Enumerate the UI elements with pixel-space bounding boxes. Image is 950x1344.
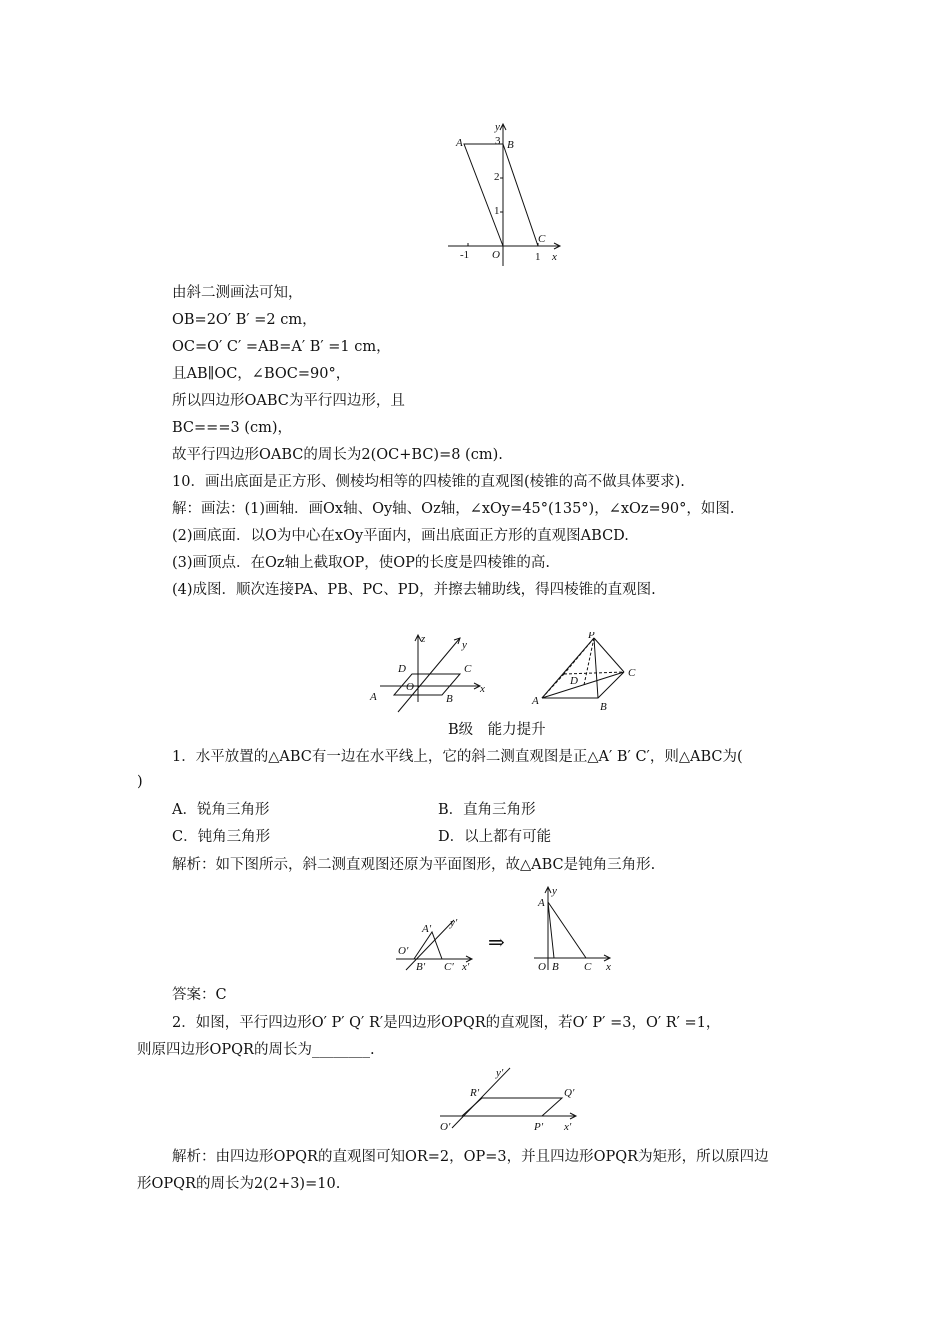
label-z: z (421, 633, 426, 645)
label-c-prime: C′ (444, 961, 454, 973)
label-a: A (370, 691, 377, 703)
question-1-answer: 答案：C (172, 987, 227, 1003)
label-b: B (600, 701, 607, 713)
label-c: C (538, 233, 546, 245)
text-line-4: 且AB∥OC，∠BOC=90°， (172, 366, 351, 382)
figure-oblique-triangle (392, 912, 482, 974)
text-line-3: OC=O′ C′ =AB=A′ B′ =1 cm， (172, 339, 391, 355)
solution-step-1: 解：画法：(1)画轴．画Ox轴、Oy轴、Oz轴，∠xOy=45°(135°)，∠xOz=90°，如图. (172, 501, 735, 517)
question-10: 10．画出底面是正方形、侧棱均相等的四棱锥的直观图(棱锥的高不做具体要求). (172, 474, 685, 490)
section-title: B级 能力提升 (448, 722, 546, 738)
label-a: A (538, 897, 545, 909)
label-x-prime: x′ (564, 1121, 572, 1132)
triangle-prime (414, 932, 442, 959)
option-b: B．直角三角形 (438, 802, 536, 818)
question-1-analysis: 解析：如下图所示，斜二测直观图还原为平面图形，故△ABC是钝角三角形. (172, 857, 656, 873)
figure-parallelogram-oabc (440, 118, 570, 268)
figure-original-triangle (528, 884, 618, 974)
text-line-1: 由斜二测画法可知， (172, 285, 303, 301)
label-o: O (492, 249, 500, 261)
tick-x1: 1 (535, 251, 541, 263)
label-y-prime: y′ (496, 1067, 504, 1079)
question-2-analysis-2: 形OPQR的周长为2(2+3)=10. (137, 1176, 341, 1192)
label-x: x (606, 961, 611, 973)
label-x-prime: x′ (462, 961, 470, 973)
label-y: y (495, 121, 500, 133)
text-line-5: 所以四边形OABC为平行四边形，且 (172, 393, 405, 409)
text-line-7: 故平行四边形OABC的周长为2(OC+BC)=8 (cm). (172, 447, 503, 463)
label-p: P (588, 632, 595, 641)
label-o-prime: O′ (398, 945, 409, 957)
label-b-prime: B′ (416, 961, 426, 973)
label-o-prime: O′ (440, 1121, 451, 1132)
parallelogram-prime (462, 1098, 562, 1116)
text-line-2: OB=2O′ B′ =2 cm， (172, 312, 317, 328)
figure-parallelogram-oprq (436, 1064, 586, 1132)
label-a: A (532, 695, 539, 707)
label-b: B (552, 961, 559, 973)
triangle-abc (548, 902, 586, 958)
option-a: A．锐角三角形 (172, 802, 270, 818)
option-c: C．钝角三角形 (172, 829, 271, 845)
label-y: y (462, 639, 467, 651)
label-x: x (552, 251, 557, 263)
label-c: C (628, 667, 636, 679)
question-1-stem-end: ) (137, 774, 143, 790)
question-2-stem-1: 2．如图，平行四边形O′ P′ Q′ R′是四边形OPQR的直观图，若O′ P′ =3，O′ R′ =1， (172, 1015, 721, 1031)
label-b: B (446, 693, 453, 705)
implies-arrow: ⇒ (488, 930, 505, 954)
label-a: A (456, 137, 463, 149)
parallelogram-shape (464, 144, 538, 246)
question-2-stem-2: 则原四边形OPQR的周长为________. (137, 1042, 375, 1058)
tick-3: 3 (495, 135, 501, 147)
tick-1: 1 (494, 205, 500, 217)
label-d: D (398, 663, 406, 675)
label-c: C (464, 663, 472, 675)
label-y-prime: y′ (450, 917, 458, 929)
label-o: O (406, 681, 414, 693)
solution-step-4: (4)成图．顺次连接PA、PB、PC、PD，并擦去辅助线，得四棱锥的直观图. (172, 582, 656, 598)
label-q-prime: Q′ (564, 1087, 575, 1099)
question-2-analysis-1: 解析：由四边形OPQR的直观图可知OR=2，OP=3，并且四边形OPQR为矩形，所以原四边 (172, 1149, 769, 1165)
text-line-6: BC===3 (cm)， (172, 420, 292, 436)
label-x: x (480, 683, 485, 695)
tick-2: 2 (494, 171, 500, 183)
solution-step-2: (2)画底面．以O为中心在xOy平面内，画出底面正方形的直观图ABCD. (172, 528, 629, 544)
figure-pyramid (528, 632, 643, 714)
question-1-stem: 1．水平放置的△ABC有一边在水平线上，它的斜二测直观图是正△A′ B′ C′，则△ABC为( (172, 749, 743, 765)
label-a-prime: A′ (422, 923, 432, 935)
label-p-prime: P′ (534, 1121, 544, 1132)
label-c: C (584, 961, 592, 973)
option-d: D．以上都有可能 (438, 829, 552, 845)
label-b: B (507, 139, 514, 151)
label-o: O (538, 961, 546, 973)
solution-step-3: (3)画顶点．在Oz轴上截取OP，使OP的长度是四棱锥的高. (172, 555, 550, 571)
label-d: D (570, 675, 578, 687)
tick-neg1: -1 (460, 249, 470, 261)
label-r-prime: R′ (470, 1087, 480, 1099)
label-y: y (552, 885, 557, 897)
figure-axes-base (368, 630, 493, 715)
